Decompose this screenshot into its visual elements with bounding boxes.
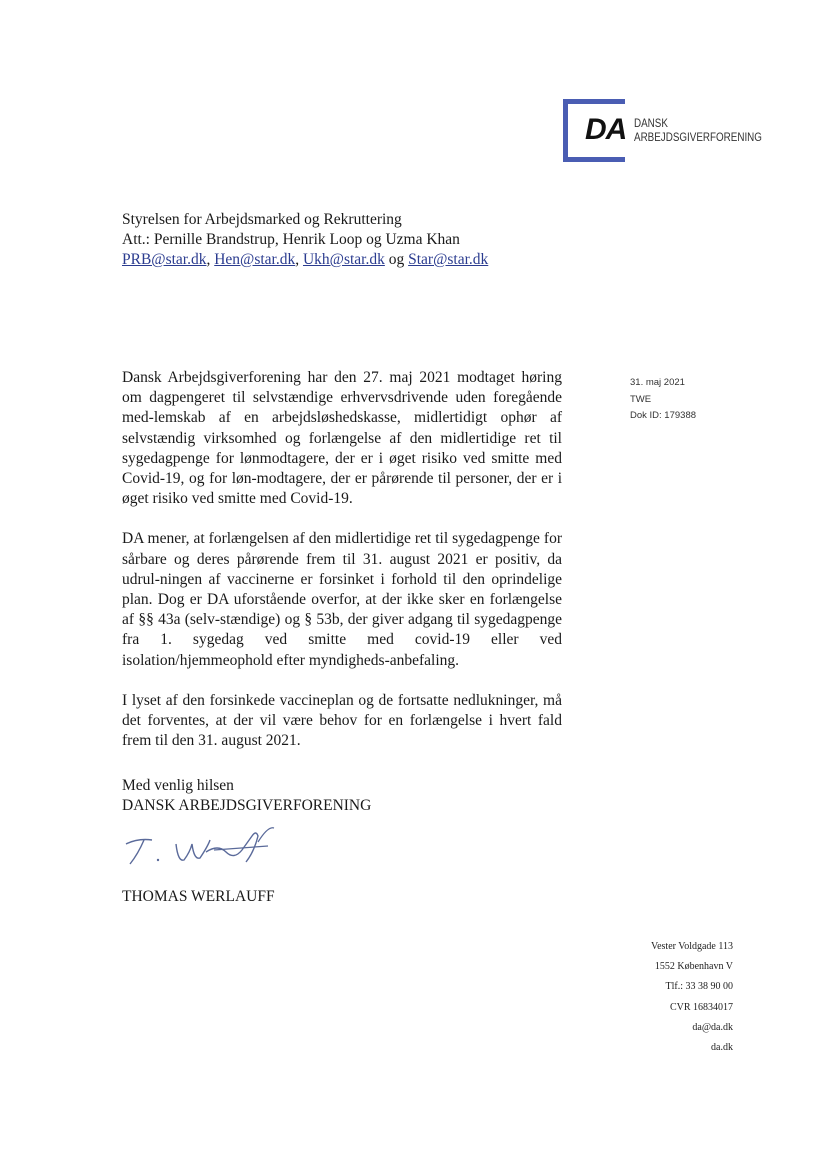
- address-web[interactable]: da.dk: [711, 1042, 733, 1054]
- body-paragraph-1: Dansk Arbejdsgiverforening har den 27. maj 2021 modtaget høring om dagpengeret til selvstændige erhvervsdrivende uden foregående med-lemskab af en arbejdsløshedskasse, midlertidigt ophør af selvstændig virksomhed og forlængelse af den midlertidige ret til sygedagpenge for lønmodtagere, der er i øget risiko ved smitte med Covid-19, og for løn-modtagere, der er pårørende til personer, der er i øget risiko ved smitte med Covid-19.: [122, 369, 562, 508]
- email-separator: og: [384, 251, 409, 268]
- email-separator: ,: [295, 251, 303, 268]
- email-link-star[interactable]: Star@star.dk: [408, 251, 489, 268]
- company-address: [651, 937, 733, 1058]
- body-paragraph-2: DA mener, at forlængelsen af den midlertidige ret til sygedagpenge for sårbare og deres pårørende frem til 31. august 2021 er positiv, da udrul-ningen af vaccinerne er forsinket i forhold til den oprindelige plan. Dog er DA uforstående overfor, at der ikke sker en forlængelse af §§ 43a (selv-stændige) og § 53b, der giver adgang til sygedagpenge fra 1. sygedag ved smitte med covid-19 eller ved isolation/hjemmeophold efter myndigheds-anbefaling.: [122, 530, 562, 669]
- recipient-emails: [122, 250, 488, 270]
- company-logo: [563, 99, 763, 163]
- logo-name-line2: ARBEJDSGIVERFORENING: [634, 130, 762, 144]
- email-link-prb[interactable]: PRB@star.dk: [122, 251, 207, 268]
- recipient-block: [122, 210, 488, 270]
- document-id: Dok ID: 179388: [630, 410, 697, 421]
- body-paragraph-3: I lyset af den forsinkede vaccineplan og de fortsatte nedlukninger, må det forventes, at der vil være behov for en forlængelse i hvert fald frem til den 31. august 2021.: [122, 691, 562, 750]
- email-separator: ,: [206, 251, 215, 268]
- logo-name: [634, 116, 762, 144]
- recipient-line1: Styrelsen for Arbejdsmarked og Rekruttering: [122, 211, 402, 228]
- email-link-hen[interactable]: Hen@star.dk: [214, 251, 296, 268]
- recipient-line2: Att.: Pernille Brandstrup, Henrik Loop og Uzma Khan: [122, 231, 460, 248]
- closing-greeting: Med venlig hilsen: [122, 777, 234, 794]
- closing-organization: DANSK ARBEJDSGIVERFORENING: [122, 797, 372, 814]
- email-link-ukh[interactable]: Ukh@star.dk: [302, 251, 385, 268]
- address-cvr: CVR 16834017: [669, 1001, 733, 1013]
- letter-body: [122, 368, 562, 771]
- logo-mark: DA: [585, 113, 627, 146]
- document-initials: TWE: [630, 393, 652, 405]
- address-street: Vester Voldgade 113: [650, 941, 733, 952]
- handwritten-signature: [118, 822, 288, 872]
- address-phone: Tlf.: 33 38 90 00: [665, 981, 733, 993]
- address-city: 1552 København V: [654, 961, 733, 973]
- address-email[interactable]: da@da.dk: [692, 1021, 733, 1033]
- closing-block: [122, 776, 371, 816]
- logo-name-line1: DANSK: [634, 116, 668, 130]
- signer-name: THOMAS WERLAUFF: [122, 888, 275, 905]
- document-meta: [630, 375, 696, 425]
- document-date: 31. maj 2021: [630, 377, 685, 388]
